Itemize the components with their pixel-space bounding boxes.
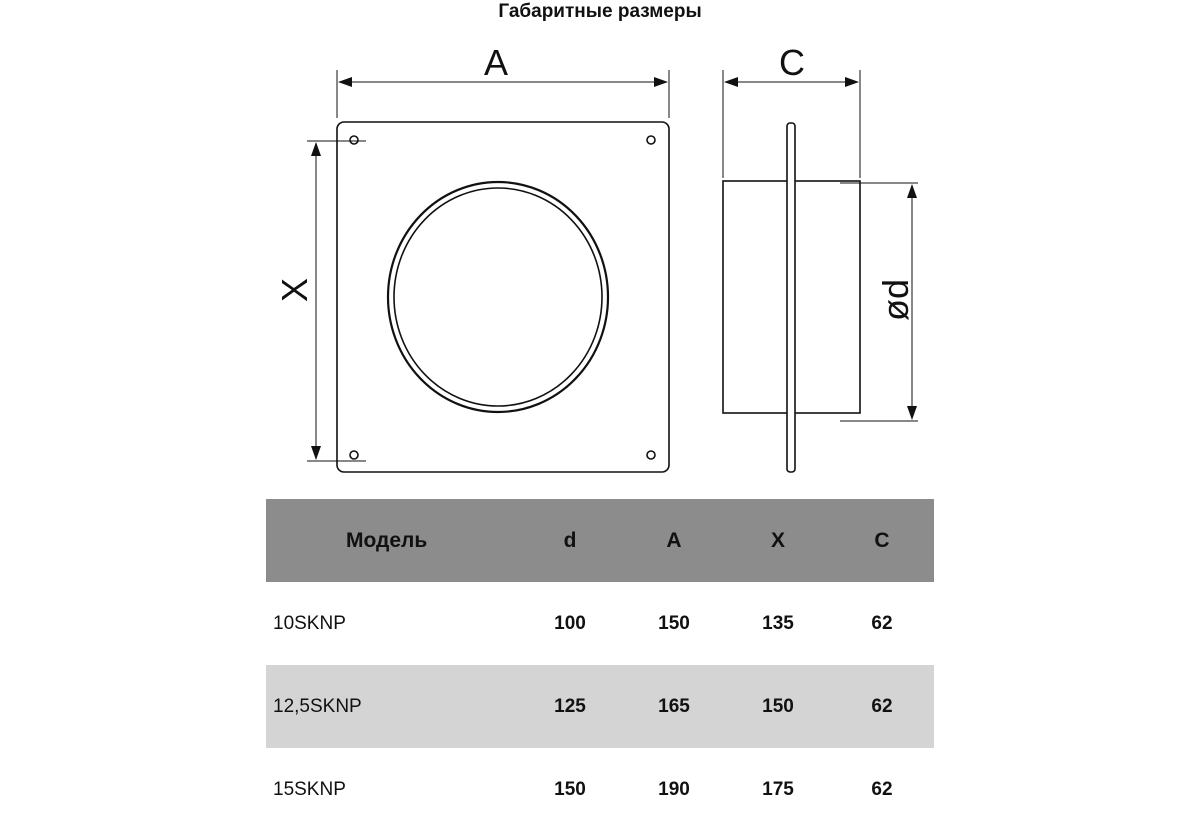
c-cell: 62 [871, 779, 893, 800]
model-cell: 10SKNP [273, 613, 346, 634]
page-title: Габаритные размеры [498, 1, 702, 22]
x-cell: 135 [762, 613, 794, 634]
header-a: A [666, 529, 682, 552]
x-cell: 150 [762, 696, 794, 717]
dimension-d-label: ød [875, 278, 916, 322]
header-d: d [563, 529, 577, 552]
table-row [266, 748, 934, 831]
a-cell: 165 [658, 696, 690, 717]
model-cell: 12,5SKNP [273, 696, 362, 717]
duct-opening-inner [394, 188, 602, 406]
mount-hole [350, 451, 358, 459]
c-cell: 62 [871, 696, 893, 717]
table-header-row [266, 499, 934, 582]
d-cell: 150 [554, 779, 586, 800]
mount-hole [647, 136, 655, 144]
dimension-x-label: X [274, 277, 315, 303]
flange-plate [337, 122, 669, 472]
duct-opening-outer [388, 182, 608, 412]
d-cell: 125 [554, 696, 586, 717]
front-view [337, 122, 669, 472]
model-cell: 15SKNP [273, 779, 346, 800]
header-x: X [770, 529, 785, 552]
dimension-a-label: A [483, 42, 509, 83]
dimension-c-label: C [779, 42, 805, 83]
header-model: Модель [346, 529, 428, 552]
header-c: C [874, 529, 890, 552]
table-row [266, 582, 934, 665]
dimensions-table [266, 499, 934, 831]
flange-edge [787, 123, 795, 472]
table-row [266, 665, 934, 748]
mount-hole [647, 451, 655, 459]
x-cell: 175 [762, 779, 794, 800]
d-cell: 100 [554, 613, 586, 634]
a-cell: 190 [658, 779, 690, 800]
side-view [723, 123, 860, 472]
a-cell: 150 [658, 613, 690, 634]
mount-hole [350, 136, 358, 144]
c-cell: 62 [871, 613, 893, 634]
